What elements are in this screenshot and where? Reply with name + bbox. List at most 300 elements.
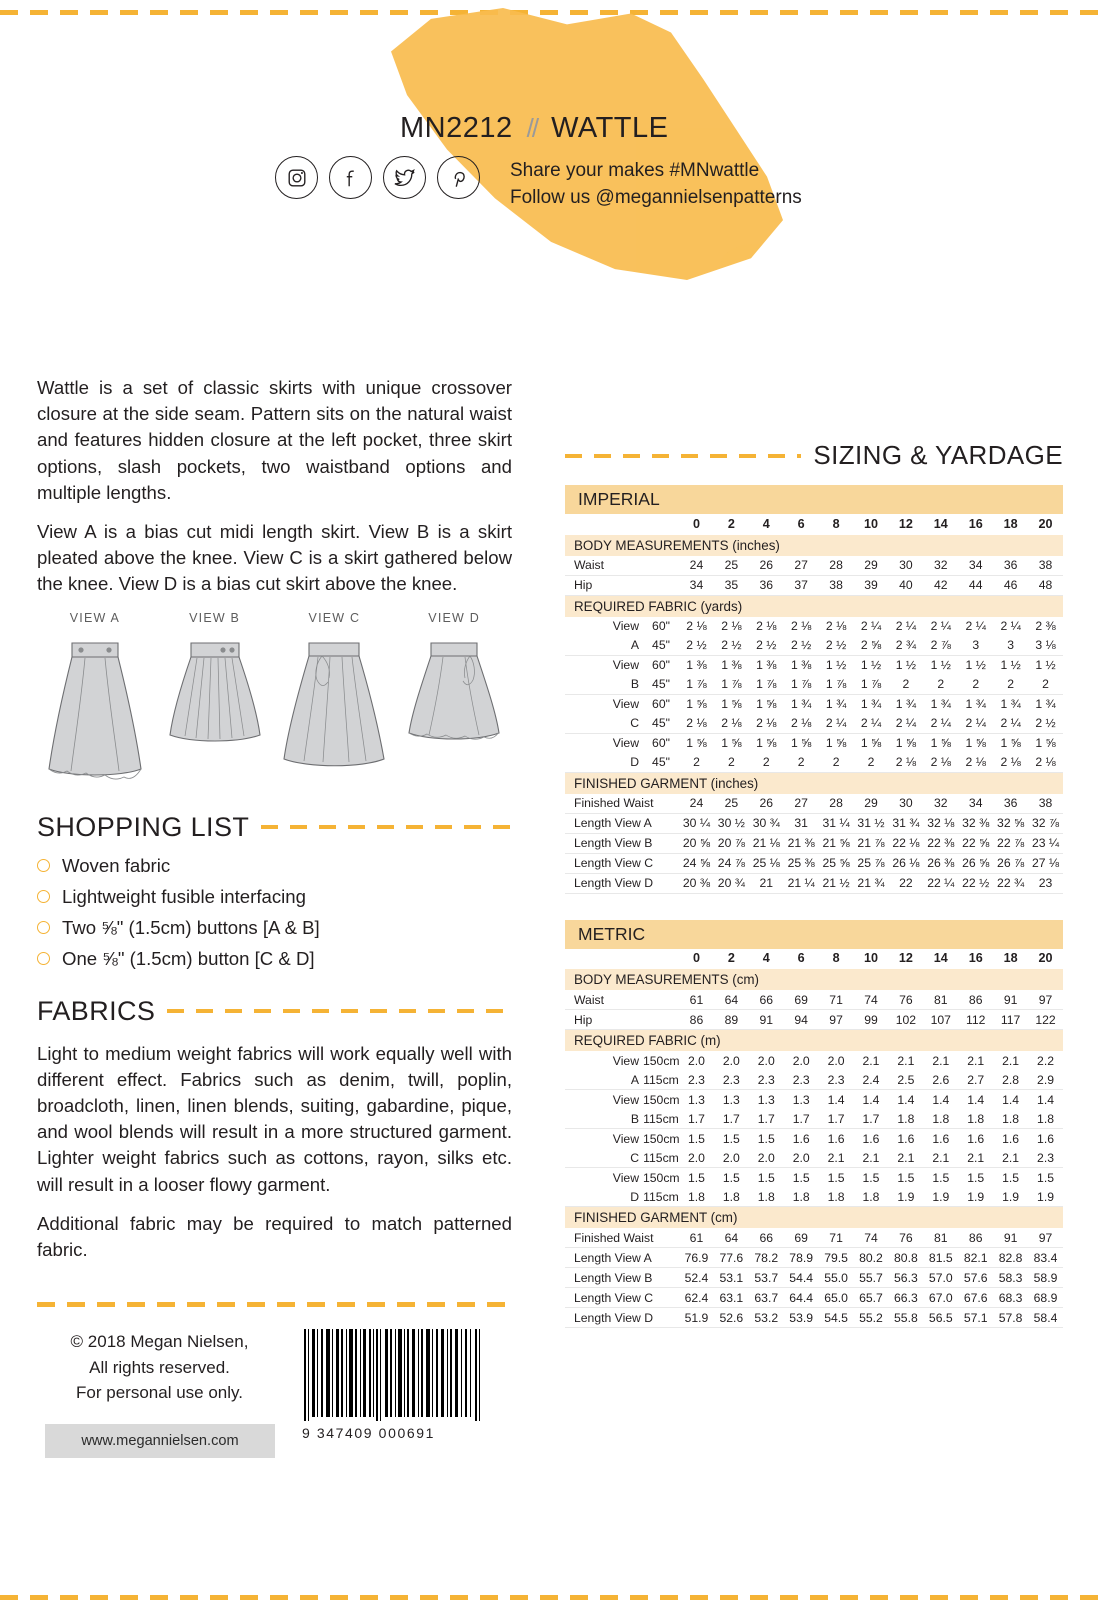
sizing-title: SIZING & YARDAGE — [813, 440, 1063, 470]
copyright-line-1: © 2018 Megan Nielsen, — [70, 1332, 249, 1351]
cell-value: 89 — [714, 1010, 749, 1030]
cell-value: 24 — [679, 556, 714, 576]
cell-value: 2.4 — [854, 1070, 889, 1090]
row-width-label: 115cm — [643, 1109, 679, 1129]
cell-value: 25 ⅝ — [819, 853, 854, 873]
cell-value: 21 — [749, 873, 784, 893]
cell-value: 52.6 — [714, 1308, 749, 1328]
cell-value: 91 — [993, 1228, 1028, 1248]
row-width-label: 150cm — [643, 1170, 680, 1185]
cell-value: 68.3 — [993, 1288, 1028, 1308]
shopping-item-label: Woven fabric — [62, 854, 171, 876]
cell-value: 1.3 — [792, 1092, 810, 1107]
cell-value: 74 — [854, 990, 889, 1010]
cell-value: 1.5 — [862, 1170, 880, 1185]
cell-value: 1.8 — [1028, 1109, 1063, 1129]
cell-value: 2 ½ — [1028, 714, 1063, 734]
cell-value: 63.7 — [749, 1288, 784, 1308]
description-paragraph-2: View A is a bias cut midi length skirt. View B is a skirt pleated above the knee. View C is a skirt gathered below the knee. View D is a bias cut skirt above the knee. — [37, 521, 512, 595]
cell-value: 25 — [714, 794, 749, 814]
table-row — [565, 794, 1063, 814]
website-link[interactable]: www.megannielsen.com — [45, 1424, 275, 1458]
size-header: 6 — [797, 516, 805, 531]
view-d-cell — [396, 611, 512, 786]
cell-value: 1.5 — [757, 1131, 775, 1146]
size-header: 14 — [933, 516, 948, 531]
cell-value: 34 — [958, 794, 993, 814]
cell-value: 2 ¼ — [923, 714, 958, 734]
row-view-label: View — [612, 736, 639, 750]
cell-value: 21 ¼ — [784, 873, 819, 893]
cell-value: 1.9 — [993, 1187, 1028, 1207]
cell-value: 2.1 — [888, 1148, 923, 1168]
instagram-icon[interactable] — [275, 156, 318, 199]
view-d-label: VIEW D — [428, 610, 480, 625]
cell-value: 2 ¼ — [993, 714, 1028, 734]
cell-value: 31 ¾ — [888, 813, 923, 833]
cell-value: 2.1 — [932, 1053, 950, 1068]
cell-value: 22 ⅝ — [958, 833, 993, 853]
cell-value: 76.9 — [679, 1248, 714, 1268]
cell-value: 32 ⅛ — [923, 813, 958, 833]
cell-value: 97 — [1028, 990, 1063, 1010]
cell-value: 76 — [888, 990, 923, 1010]
table-row — [565, 714, 1063, 734]
cell-value: 1 ½ — [1035, 658, 1056, 672]
cell-value: 26 ⅜ — [923, 853, 958, 873]
cell-value: 80.2 — [854, 1248, 889, 1268]
row-view-label: B — [565, 1109, 643, 1129]
cell-value: 2 ½ — [819, 636, 854, 656]
cell-value: 1.7 — [714, 1109, 749, 1129]
cell-value: 91 — [993, 990, 1028, 1010]
cell-value: 1 ⅝ — [965, 736, 986, 750]
cell-value: 2.0 — [827, 1053, 845, 1068]
cell-value: 23 ¼ — [1028, 833, 1063, 853]
row-width-label: 60" — [652, 736, 670, 750]
cell-value: 46 — [993, 575, 1028, 595]
row-view-label: View — [612, 658, 639, 672]
cell-value: 30 — [888, 794, 923, 814]
barcode-bars — [302, 1329, 484, 1421]
band-label: FINISHED GARMENT (inches) — [565, 772, 1063, 794]
row-label: Length View C — [565, 1288, 679, 1308]
cell-value: 65.0 — [819, 1288, 854, 1308]
imperial-table-body — [565, 535, 1063, 894]
cell-value: 55.7 — [854, 1268, 889, 1288]
cell-value: 1 ½ — [965, 658, 986, 672]
cell-value: 1 ¾ — [860, 697, 882, 711]
copyright-line-3: For personal use only. — [76, 1383, 243, 1402]
cell-value: 1.6 — [932, 1131, 950, 1146]
required-fabric-band — [565, 1030, 1063, 1052]
cell-value: 2.3 — [679, 1070, 714, 1090]
size-header: 20 — [1038, 951, 1053, 965]
row-label: Hip — [565, 575, 679, 595]
band-label: BODY MEASUREMENTS (cm) — [565, 969, 1063, 990]
cell-value: 82.1 — [958, 1248, 993, 1268]
cell-value: 34 — [679, 575, 714, 595]
band-label: BODY MEASUREMENTS (inches) — [565, 535, 1063, 556]
cell-value: 2 ⅛ — [888, 753, 923, 773]
cell-value: 22 ⅜ — [923, 833, 958, 853]
size-header: 16 — [968, 516, 983, 531]
row-width-label: 45" — [643, 675, 679, 695]
cell-value: 69 — [784, 1228, 819, 1248]
cell-value: 2 ½ — [784, 636, 819, 656]
view-d-drawing — [398, 631, 510, 786]
cell-value: 2 — [1028, 675, 1063, 695]
row-view-label: C — [565, 1148, 643, 1168]
fabrics-title: FABRICS — [37, 995, 156, 1026]
cell-value: 2 ¼ — [819, 714, 854, 734]
cell-value: 2 — [784, 753, 819, 773]
cell-value: 2 ⅞ — [923, 636, 958, 656]
row-label: Length View D — [565, 873, 679, 893]
cell-value: 32 — [923, 556, 958, 576]
row-label: Length View B — [565, 833, 679, 853]
table-row — [565, 694, 1063, 714]
cell-value: 2 ½ — [749, 636, 784, 656]
row-view-label: D — [565, 1187, 643, 1207]
barcode — [302, 1329, 484, 1458]
cell-value: 1.9 — [888, 1187, 923, 1207]
table-row — [565, 813, 1063, 833]
cell-value: 64 — [714, 1228, 749, 1248]
cell-value: 1.7 — [819, 1109, 854, 1129]
cell-value: 86 — [958, 1228, 993, 1248]
table-row — [565, 753, 1063, 773]
view-c-cell — [277, 611, 393, 786]
social-icons — [275, 156, 480, 199]
row-view-label: View — [612, 697, 639, 711]
cell-value: 2.1 — [923, 1148, 958, 1168]
row-width-label: 150cm — [643, 1053, 680, 1068]
cell-value: 32 ⅜ — [958, 813, 993, 833]
cell-value: 26 ⅝ — [958, 853, 993, 873]
cell-value: 55.8 — [888, 1308, 923, 1328]
row-label: Length View B — [565, 1268, 679, 1288]
copyright-line-2: All rights reserved. — [89, 1357, 230, 1377]
cell-value: 20 ⅝ — [679, 833, 714, 853]
cell-value: 48 — [1028, 575, 1063, 595]
cell-value: 1.4 — [862, 1092, 880, 1107]
cell-value: 64 — [714, 990, 749, 1010]
cell-value: 3 ⅛ — [1028, 636, 1063, 656]
cell-value: 1.8 — [854, 1187, 889, 1207]
cell-value: 1.5 — [687, 1131, 705, 1146]
list-item — [37, 855, 512, 877]
cell-value: 32 ⅝ — [993, 813, 1028, 833]
cell-value: 1 ¾ — [791, 697, 812, 711]
cell-value: 66 — [749, 1228, 784, 1248]
cell-value: 66.3 — [888, 1288, 923, 1308]
cell-value: 94 — [784, 1010, 819, 1030]
cell-value: 1 ⅜ — [791, 658, 812, 672]
shopping-item-label: Two ⅝" (1.5cm) buttons [A & B] — [62, 916, 320, 938]
row-view-label: C — [565, 714, 643, 734]
cell-value: 30 ¼ — [679, 813, 714, 833]
facebook-icon[interactable] — [329, 156, 372, 199]
cell-value: 22 ⅛ — [888, 833, 923, 853]
fabrics-paragraph-1: Light to medium weight fabrics will work equally well with different effect. Fabrics such as denim, twill, poplin, broadcloth, linen, linen blends, suiting, gabardine, pique, and wool blends will result in a more structured garment. Lighter weight fabrics such as cottons, rayon, silks etc. will result in a looser flowy garment. — [37, 1042, 512, 1195]
size-header: 20 — [1038, 516, 1053, 531]
view-b-label: VIEW B — [189, 610, 241, 625]
cell-value: 1.9 — [1028, 1187, 1063, 1207]
cell-value: 1.4 — [1037, 1092, 1054, 1107]
cell-value: 1.9 — [923, 1187, 958, 1207]
cell-value: 38 — [1028, 556, 1063, 576]
cell-value: 57.1 — [958, 1308, 993, 1328]
table-row — [565, 636, 1063, 656]
cell-value: 117 — [993, 1010, 1028, 1030]
row-view-label: A — [565, 1070, 643, 1090]
cell-value: 1.5 — [722, 1170, 740, 1185]
cell-value: 2 ⅛ — [686, 619, 707, 633]
cell-value: 1.4 — [932, 1092, 950, 1107]
cell-value: 22 ½ — [958, 873, 993, 893]
cell-value: 39 — [854, 575, 889, 595]
table-row — [565, 733, 1063, 753]
social-text — [510, 158, 802, 212]
row-width-label: 60" — [652, 697, 670, 711]
fabrics-heading-rule — [167, 1009, 512, 1013]
cell-value: 1.6 — [897, 1131, 915, 1146]
finished-garment-band — [565, 1207, 1063, 1229]
cell-value: 1.7 — [749, 1109, 784, 1129]
cell-value: 1 ⅝ — [895, 736, 917, 750]
cell-value: 2.1 — [862, 1053, 880, 1068]
cell-value: 2.6 — [923, 1070, 958, 1090]
cell-value: 26 — [749, 794, 784, 814]
cell-value: 2 ½ — [679, 636, 714, 656]
cell-value: 1 ⅜ — [686, 658, 707, 672]
size-header: 2 — [727, 516, 735, 531]
cell-value: 30 ¾ — [749, 813, 784, 833]
table-row — [565, 1129, 1063, 1149]
cell-value: 2 ¼ — [1000, 619, 1021, 633]
cell-value: 1.8 — [993, 1109, 1028, 1129]
cell-value: 32 — [923, 794, 958, 814]
cell-value: 1.6 — [862, 1131, 880, 1146]
cell-value: 1.6 — [827, 1131, 845, 1146]
cell-value: 21 ⅜ — [784, 833, 819, 853]
cell-value: 2 ⅛ — [714, 714, 749, 734]
size-header: 4 — [762, 951, 770, 965]
cell-value: 2 — [749, 753, 784, 773]
cell-value: 61 — [679, 1228, 714, 1248]
table-row — [565, 1168, 1063, 1188]
table-row — [565, 1268, 1063, 1288]
cell-value: 23 — [1028, 873, 1063, 893]
cell-value: 2 ⅝ — [854, 636, 889, 656]
table-row — [565, 1187, 1063, 1207]
cell-value: 1 ¾ — [825, 697, 847, 711]
imperial-table-wrap — [565, 485, 1063, 894]
cell-value: 1 ⅝ — [686, 697, 707, 711]
row-width-label: 60" — [652, 619, 670, 633]
size-header: 4 — [762, 516, 770, 531]
cell-value: 1 ⅜ — [756, 658, 777, 672]
cell-value: 65.7 — [854, 1288, 889, 1308]
cell-value: 1 ¾ — [965, 697, 986, 711]
cell-value: 21 ½ — [819, 873, 854, 893]
bullet-circle-icon — [37, 921, 50, 934]
cell-value: 1.6 — [967, 1131, 985, 1146]
bottom-dashed-divider — [0, 1595, 1100, 1600]
cell-value: 22 ⅞ — [993, 833, 1028, 853]
cell-value: 1 ⅝ — [686, 736, 707, 750]
cell-value: 2 ⅛ — [958, 753, 993, 773]
row-label: Length View A — [565, 813, 679, 833]
cell-value: 1.8 — [679, 1187, 714, 1207]
metric-table-body — [565, 969, 1063, 1328]
cell-value: 80.8 — [888, 1248, 923, 1268]
cell-value: 29 — [854, 794, 889, 814]
cell-value: 1 ⅞ — [854, 675, 889, 695]
cell-value: 2.0 — [792, 1053, 810, 1068]
cell-value: 2 — [993, 675, 1028, 695]
cell-value: 24 — [679, 794, 714, 814]
cell-value: 1.5 — [827, 1170, 845, 1185]
row-width-label: 60" — [652, 658, 670, 672]
cell-value: 97 — [1028, 1228, 1063, 1248]
cell-value: 1.5 — [757, 1170, 775, 1185]
cell-value: 67.6 — [958, 1288, 993, 1308]
cell-value: 2 ⅛ — [784, 714, 819, 734]
cell-value: 44 — [958, 575, 993, 595]
metric-table-wrap — [565, 920, 1063, 1329]
cell-value: 2 — [923, 675, 958, 695]
cell-value: 55.2 — [854, 1308, 889, 1328]
table-row — [565, 1228, 1063, 1248]
size-header: 12 — [898, 516, 913, 531]
cell-value: 67.0 — [923, 1288, 958, 1308]
cell-value: 1 ⅝ — [721, 697, 742, 711]
view-b-drawing — [159, 631, 271, 786]
cell-value: 1 ⅝ — [791, 736, 812, 750]
shopping-list-heading — [37, 812, 512, 843]
cell-value: 1 ⅝ — [825, 736, 847, 750]
cell-value: 30 — [888, 556, 923, 576]
cell-value: 82.8 — [993, 1248, 1028, 1268]
cell-value: 2 — [958, 675, 993, 695]
cell-value: 2 ⅛ — [1028, 753, 1063, 773]
table-row — [565, 853, 1063, 873]
cell-value: 40 — [888, 575, 923, 595]
cell-value: 2.3 — [819, 1070, 854, 1090]
barcode-number: 9 347409 000691 — [302, 1425, 435, 1441]
cell-value: 1.3 — [757, 1092, 775, 1107]
size-header: 8 — [832, 951, 840, 965]
cell-value: 22 — [888, 873, 923, 893]
cell-value: 2.1 — [993, 1148, 1028, 1168]
cell-value: 2 ⅜ — [1035, 619, 1056, 633]
table-row — [565, 833, 1063, 853]
cell-value: 2.3 — [784, 1070, 819, 1090]
cell-value: 36 — [993, 556, 1028, 576]
shopping-item-label: One ⅝" (1.5cm) button [C & D] — [62, 947, 315, 969]
view-c-drawing — [278, 631, 390, 786]
cell-value: 26 — [749, 556, 784, 576]
row-view-label: View — [612, 1170, 639, 1185]
cell-value: 31 ¼ — [819, 813, 854, 833]
cell-value: 2.1 — [1002, 1053, 1020, 1068]
row-label: Hip — [565, 1010, 679, 1030]
cell-value: 2.1 — [854, 1148, 889, 1168]
cell-value: 62.4 — [679, 1288, 714, 1308]
cell-value: 29 — [854, 556, 889, 576]
cell-value: 91 — [749, 1010, 784, 1030]
view-a-cell — [37, 611, 153, 786]
cell-value: 2 — [888, 675, 923, 695]
cell-value: 99 — [854, 1010, 889, 1030]
cell-value: 2 ⅛ — [993, 753, 1028, 773]
cell-value: 20 ¾ — [714, 873, 749, 893]
cell-value: 2.0 — [714, 1148, 749, 1168]
row-view-label: View — [612, 1053, 639, 1068]
cell-value: 57.6 — [958, 1268, 993, 1288]
cell-value: 77.6 — [714, 1248, 749, 1268]
row-view-label: View — [612, 619, 639, 633]
table-row — [565, 1308, 1063, 1328]
row-label: Length View A — [565, 1248, 679, 1268]
cell-value: 25 ⅜ — [784, 853, 819, 873]
view-c-label: VIEW C — [308, 610, 361, 625]
cell-value: 1 ⅜ — [721, 658, 742, 672]
cell-value: 22 ¾ — [993, 873, 1028, 893]
cell-value: 2 — [819, 753, 854, 773]
cell-value: 1 ⅝ — [930, 736, 951, 750]
cell-value: 2.0 — [722, 1053, 740, 1068]
cell-value: 1.8 — [923, 1109, 958, 1129]
cell-value: 3 — [958, 636, 993, 656]
cell-value: 122 — [1028, 1010, 1063, 1030]
twitter-icon[interactable] — [383, 156, 426, 199]
table-row — [565, 990, 1063, 1010]
table-row — [565, 1248, 1063, 1268]
cell-value: 52.4 — [679, 1268, 714, 1288]
cell-value: 1 ½ — [860, 658, 882, 672]
cell-value: 2.9 — [1028, 1070, 1063, 1090]
table-row — [565, 1090, 1063, 1110]
cell-value: 81.5 — [923, 1248, 958, 1268]
cell-value: 81 — [923, 990, 958, 1010]
row-width-label: 115cm — [643, 1070, 679, 1090]
table-row — [565, 1148, 1063, 1168]
cell-value: 55.0 — [819, 1268, 854, 1288]
cell-value: 2 ¼ — [895, 619, 917, 633]
cell-value: 2 ⅛ — [749, 714, 784, 734]
cell-value: 1 ⅝ — [721, 736, 742, 750]
row-view-label: View — [612, 1092, 639, 1107]
pinterest-icon[interactable] — [437, 156, 480, 199]
cell-value: 25 — [714, 556, 749, 576]
table-row — [565, 1109, 1063, 1129]
shopping-heading-rule — [261, 825, 512, 829]
cell-value: 1.4 — [1002, 1092, 1020, 1107]
cell-value: 53.9 — [784, 1308, 819, 1328]
cell-value: 1 ½ — [1000, 658, 1021, 672]
row-label: Waist — [565, 556, 679, 576]
cell-value: 1.8 — [784, 1187, 819, 1207]
cell-value: 58.9 — [1028, 1268, 1063, 1288]
cell-value: 2 ¼ — [860, 619, 882, 633]
cell-value: 2.0 — [757, 1053, 775, 1068]
cell-value: 54.4 — [784, 1268, 819, 1288]
cell-value: 21 ¾ — [854, 873, 889, 893]
cell-value: 74 — [854, 1228, 889, 1248]
